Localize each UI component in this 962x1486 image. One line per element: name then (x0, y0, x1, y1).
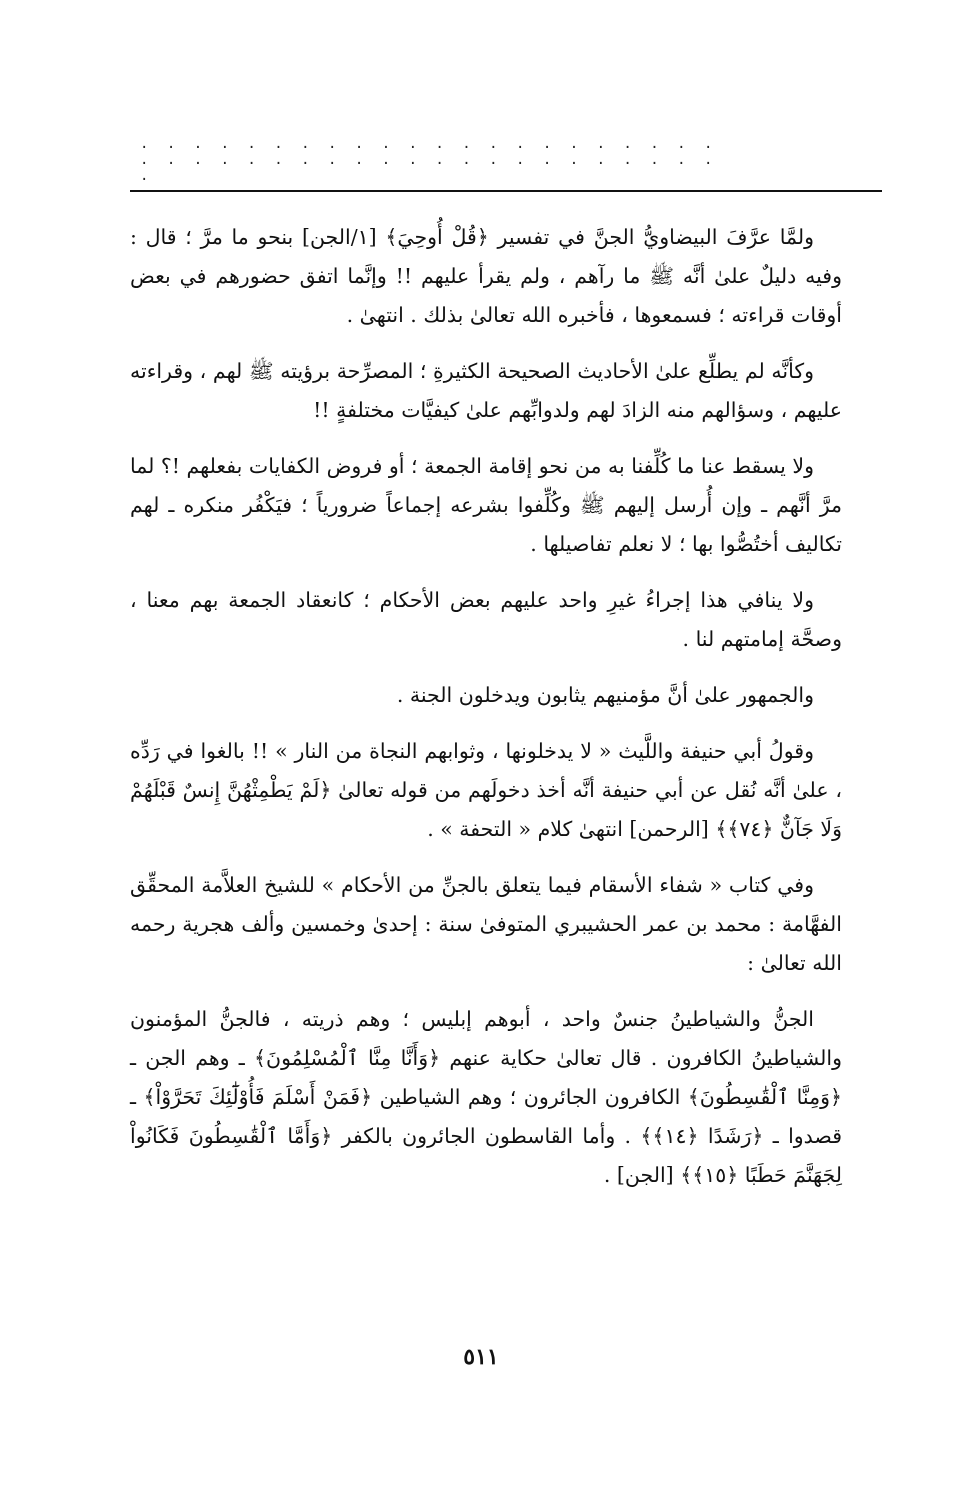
paragraph-friday-prayer: ولا يسقط عنا ما كُلِّفنا به من نحو إقامة الجمعة ؛ أو فروض الكفايات بفعلهم !؟ لما مرَّ أنَّهم ـ وإن أُرسل إليهم ﷺ وكُلِّفوا بشرعه إجماعاً ضرورياً ؛ فيَكْفُر منكره ـ لهم تكاليف أختُصُّوا بها ؛ لا نعلم تفاصيلها . (130, 454, 842, 556)
paragraph-rulings: ولا ينافي هذا إجراءُ غيرِ واحد عليهم بعض الأحكام ؛ كانعقاد الجمعة بهم معنا ، وصحَّة إمامتهم لنا . (130, 588, 842, 651)
page-body (130, 218, 842, 1195)
paragraph-hadith: وكأنَّه لم يطلِّع علىٰ الأحاديث الصحيحة الكثيرةِ ؛ المصرِّحة برؤيته ﷺ لهم ، وقراءته عليهم ، وسؤالهم منه الزادَ لهم ولدوابِّهم علىٰ كيفيَّات مختلفةٍ !! (130, 359, 842, 422)
paragraph-book-citation: وفي كتاب « شفاء الأسقام فيما يتعلق بالجنِّ من الأحكام » للشيخ العلاَّمة المحقِّق الفهَّامة : محمد بن عمر الحشيبري المتوفىٰ سنة : إحدىٰ وخمسين وألف هجرية رحمه الله تعالىٰ : (130, 873, 842, 975)
paragraph-baydawi: ولمَّا عرَّفَ البيضاويُّ الجنَّ في تفسير ﴿قُلْ أُوحِيَ﴾ [١/الجن] بنحو ما مرَّ ؛ قال : وفيه دليلٌ علىٰ أنَّه ﷺ ما رآهم ، ولم يقرأ عليهم !! وإنَّما اتفق حضورهم في بعض أوقات قراءته ؛ فسمعوها ، فأخبره الله تعالىٰ بذلك . انتهىٰ . (130, 225, 842, 327)
paragraph-abu-hanifa: وقولُ أبي حنيفة واللَّيث « لا يدخلونها ، وثوابهم النجاة من النار » !! بالغوا في رَدِّه ، علىٰ أنَّه نُقل عن أبي حنيفة أنَّه أخذ دخولَهم من قوله تعالىٰ ﴿لَمْ يَطْمِثْهُنَّ إِنسٌ قَبْلَهُمْ وَلَا جَآنٌّ ﴿٧٤﴾﴾ [الرحمن] انتهىٰ كلام « التحفة » . (130, 739, 842, 841)
header-dotted-line: . . . . . . . . . . . . . . . . . . . . . . . . . . . . . . . . . . . . . . . . . . . . . (140, 136, 718, 184)
page-number: ٥١١ (463, 1344, 499, 1370)
paragraph-jinn-shayatin: الجنُّ والشياطينُ جنسٌ واحد ، أبوهم إبليس ؛ وهم ذريته ، فالجنُّ المؤمنون والشياطينُ الكافرون . قال تعالىٰ حكاية عنهم ﴿وَأَنَّا مِنَّا ٱلْمُسْلِمُونَ﴾ ـ وهم الجن ـ ﴿وَمِنَّا ٱلْقَٰسِطُونَ﴾ الكافرون الجائرون ؛ وهم الشياطين ﴿فَمَنْ أَسْلَمَ فَأُوْلَٰٓئِكَ تَحَرَّوْاْ﴾ ـ قصدوا ـ ﴿رَشَدًا ﴿١٤﴾﴾ . وأما القاسطون الجائرون بالكفر ﴿وَأَمَّا ٱلْقَٰسِطُونَ فَكَانُواْ لِجَهَنَّمَ حَطَبًا ﴿١٥﴾﴾ [الجن] . (130, 1007, 842, 1187)
header-rule (130, 190, 882, 192)
paragraph-majority: والجمهور علىٰ أنَّ مؤمنيهم يثابون ويدخلون الجنة . (396, 683, 814, 707)
